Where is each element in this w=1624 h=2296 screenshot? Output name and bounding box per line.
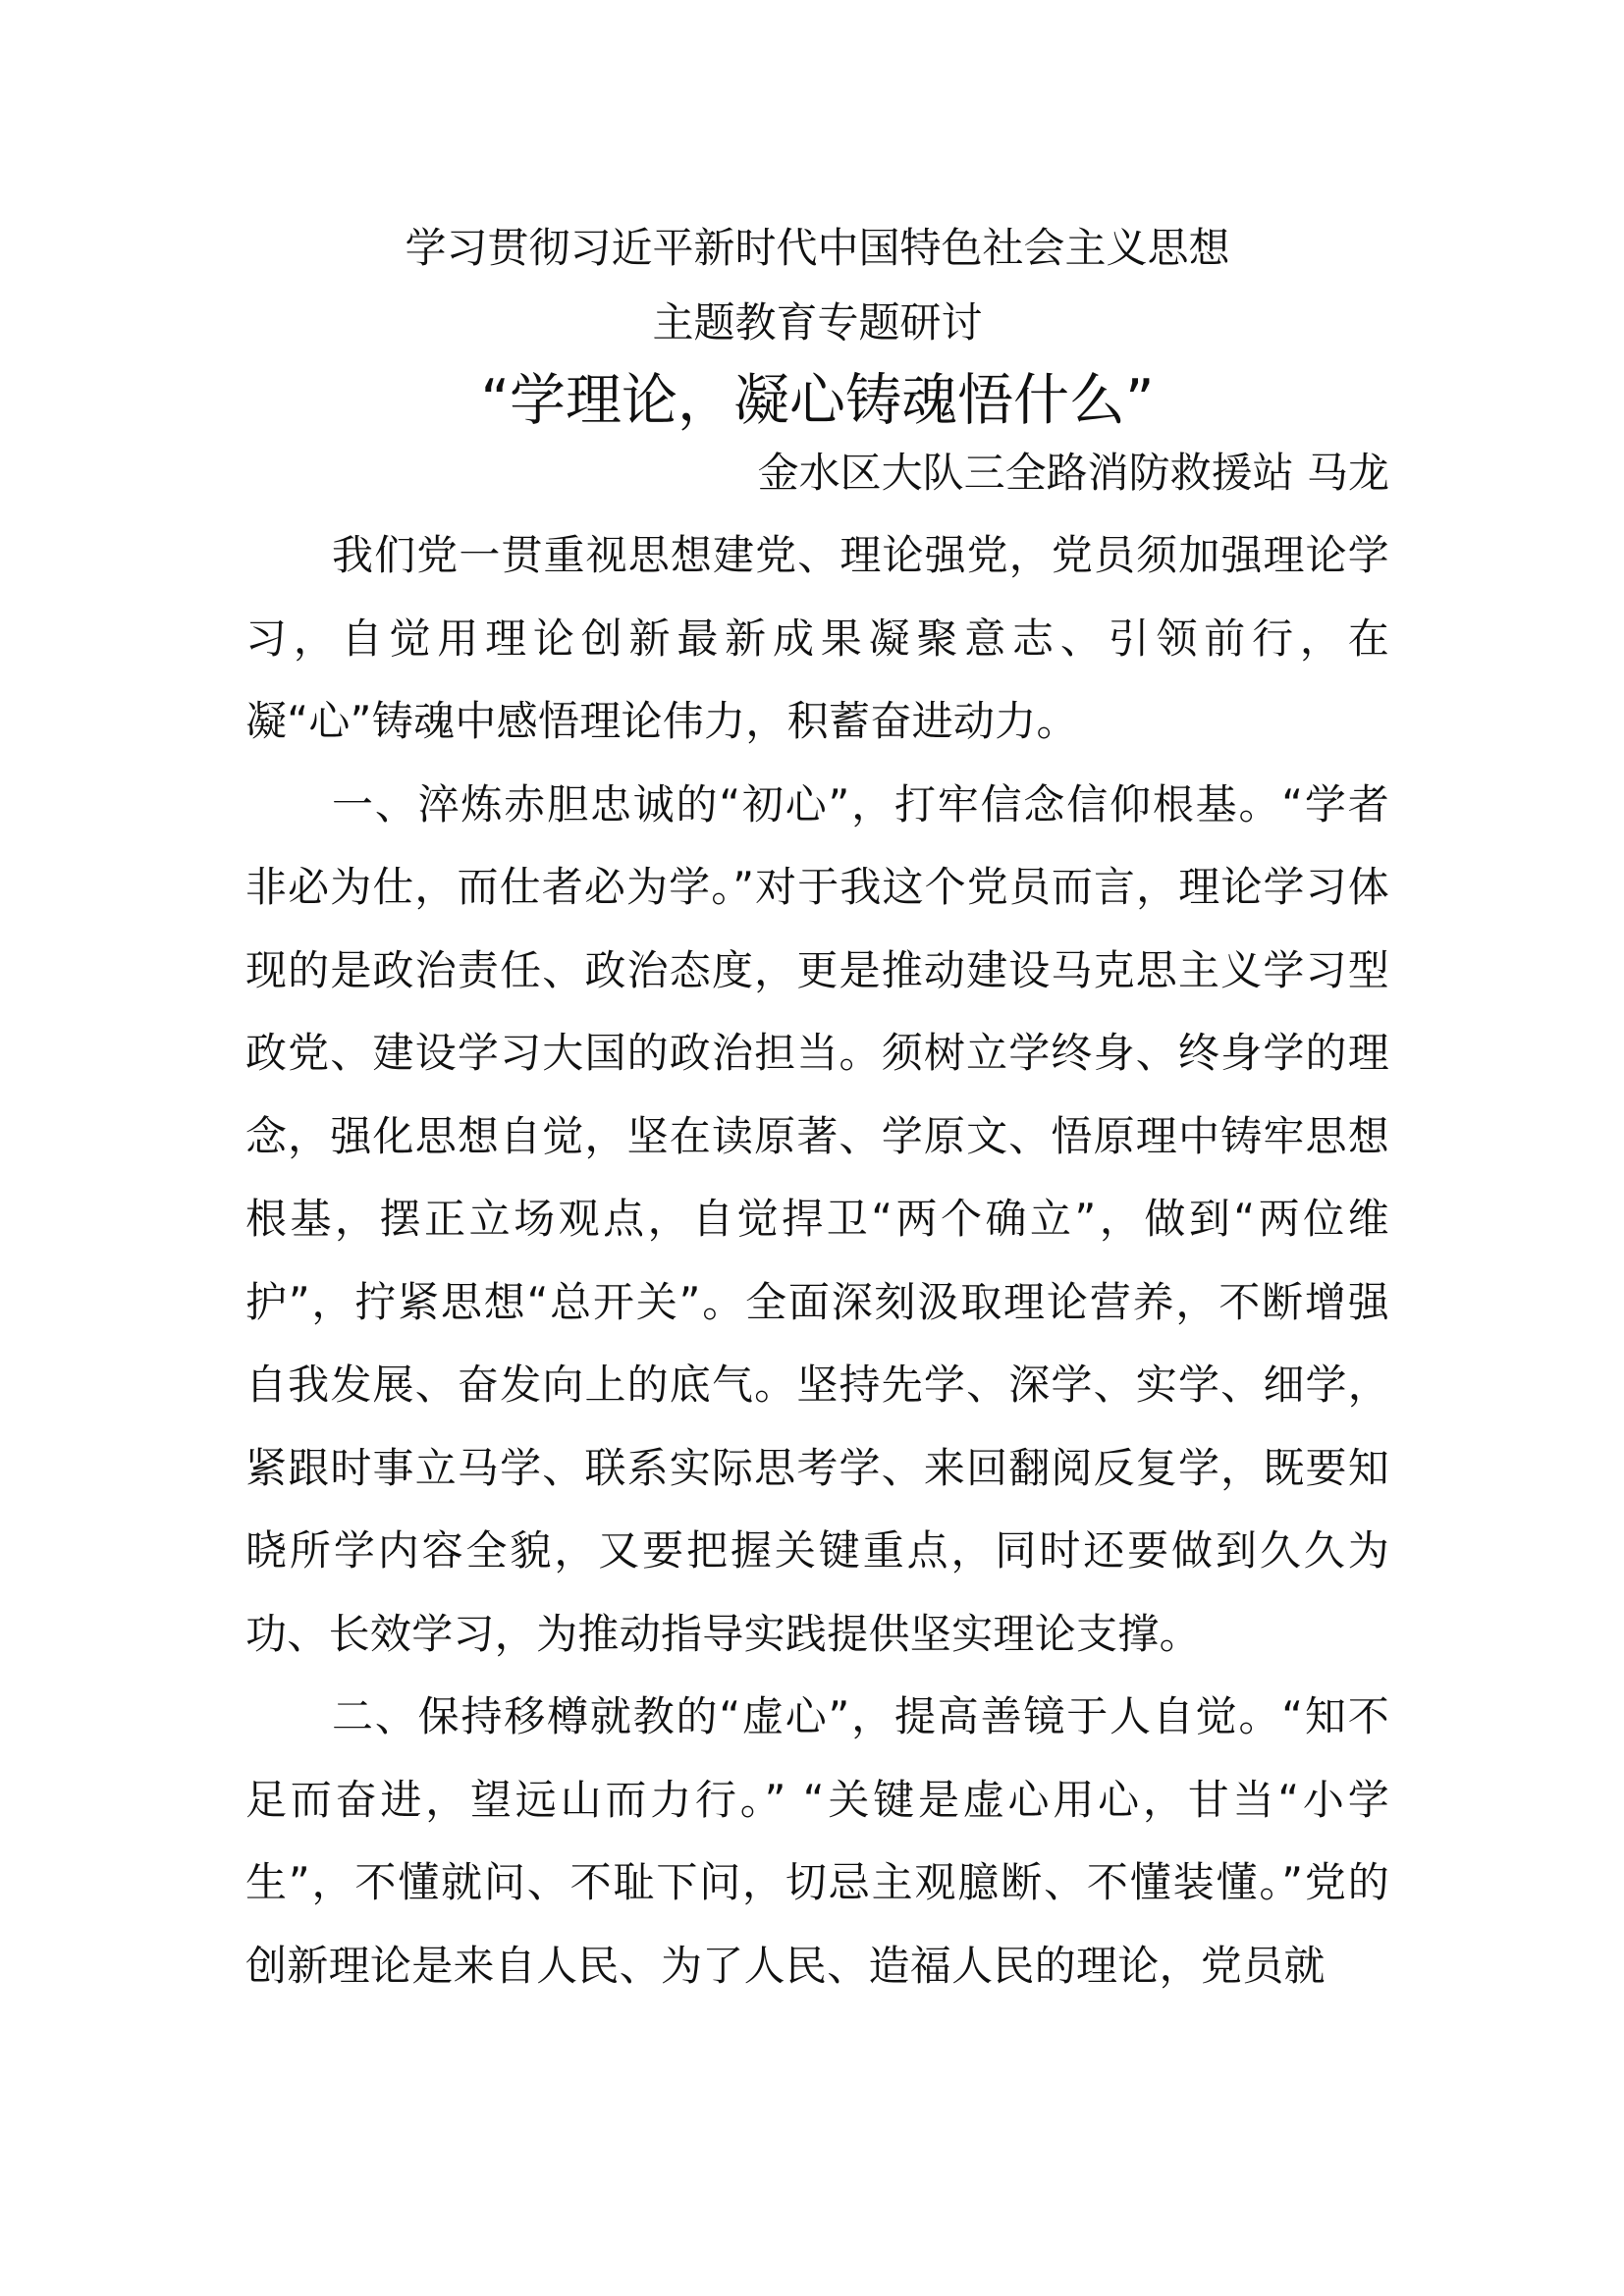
paragraph-section-1: 一、淬炼赤胆忠诚的“初心”，打牢信念信仰根基。“学者非必为仕，而仕者必为学。”对于我这个党员而言，理论学习体现的是政治责任、政治态度，更是推动建设马克思主义学习型政党、建设学习大国的政治担当。须树立学终身、终身学的理念，强化思想自觉，坚在读原著、学原文、悟原理中铸牢思想根基，摆正立场观点，自觉捍卫“两个确立”，做到“两位维护”，拧紧思想“总开关”。全面深刻汲取理论营养，不断增强自我发展、奋发向上的底气。坚持先学、深学、实学、细学，紧跟时事立马学、联系实际思考学、来回翻阅反复学，既要知晓所学内容全貌，又要把握关键重点，同时还要做到久久为功、长效学习，为推动指导实践提供坚实理论支撑。 [245, 779, 1389, 1658]
document-title-line2: 主题教育专题研讨 [652, 298, 983, 347]
paragraph-section-2: 二、保持移樽就教的“虚心”，提高善镜于人自觉。“知不足而奋进，望远山而力行。” “关键是虚心用心，甘当“小学生”，不懂就问、不耻下问，切忌主观臆断、不懂装懂。”党的创新理论是来自人民、为了人民、造福人民的理论，党员就 [245, 1692, 1389, 1990]
document-body [245, 224, 1389, 2007]
document-title-line1: 学习贯彻习近平新时代中国特色社会主义思想 [405, 224, 1230, 272]
document-main-title: “学理论，凝心铸魂悟什么” [480, 368, 1155, 433]
paragraph-intro: 我们党一贯重视思想建党、理论强党，党员须加强理论学习，自觉用理论创新最新成果凝聚意志、引领前行，在凝“心”铸魂中感悟理论伟力，积蓄奋进动力。 [245, 531, 1389, 745]
document-author: 金水区大队三全路消防救援站 马龙 [757, 449, 1389, 497]
